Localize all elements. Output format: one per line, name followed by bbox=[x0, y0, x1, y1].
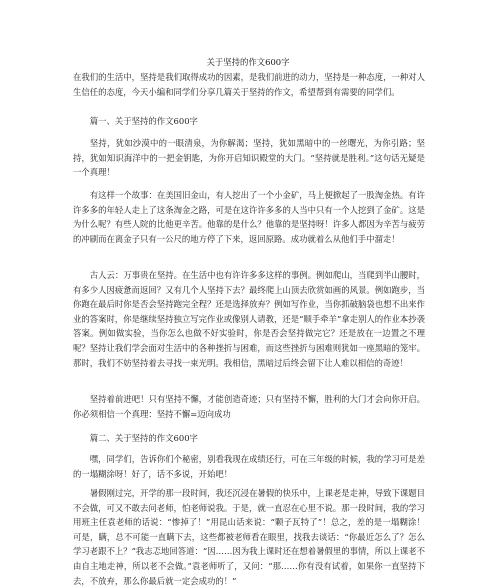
section-heading-2: 篇二、关于坚持的作文600字 bbox=[89, 433, 198, 443]
intro-paragraph: 在我们的生活中，坚持是我们取得成功的因素，是我们前进的动力，坚持是一种态度，一种对人生信任的态度，今天小编和同学们分享几篇关于坚持的作文，希望帮到有需要的同学们。 bbox=[73, 72, 425, 97]
page-title: 关于坚持的作文600字 bbox=[206, 57, 290, 67]
paragraph-5: 嘿，同学们，告诉你们个秘密，别看我现在成绩还行，可在三年级的时候，我的学习可是差的一塌糊涂呀！好了，话不多说，开始吧！ bbox=[73, 454, 425, 479]
paragraph-2: 有这样一个故事：在美国旧金山，有人挖出了一个小金矿，马上便掀起了一股淘金热。有许许多多的年轻人走上了这条淘金之路，可是在这许许多多的人当中只有一个人挖到了金矿。这是为什么呢？有些人院的比他更辛苦。他靠的是什么？他靠的是坚持呀！许多人都因为辛苦与疲劳的冲刷而在离金子只有一公尺的地方停了下来，返回原路。成功就着么从他们手中溜走！ bbox=[73, 190, 425, 244]
section-heading-1: 篇一、关于坚持的作文600字 bbox=[89, 116, 198, 126]
paragraph-4: 坚持着前进吧！只有坚持不懈，才能创造奇迹；只有坚持不懈，胜利的大门才会向你开启。你必须相信一个真理：坚持不懈=迈向成功 bbox=[73, 394, 425, 419]
paragraph-6: 暑假刚过完，开学的那一段时间，我还沉浸在暑假的快乐中，上课老是走神，导致下课题目不会做，可又不敢去问老师，怕老师说我。于是，就一直忍在心里不说。那一段时间，我的学习用班主任袁老师的话说：“惨掉了！”用昆山话来说：“颗子瓦特了”！总之，差的是一塌糊涂！可是，瞒，总不可能一直瞒下去，这些都被老师看在眼里，找我去谈话：“你最近怎么了？怎么学习老跟不上？”我志忑地回答道：“因……因为我上课时还在想着暑假里的事情，所以上课老不由自主地走神，所以老不会做。”袁老师听了，又问：“那……你有没有试着，如果你一直坚持下去，不放弃，那么你最后就一定会成功的！” bbox=[73, 488, 425, 586]
paragraph-3: 古人云：万事贵在坚持。在生活中也有许许多多这样的事例。例如爬山，当爬到半山腰时，有多少人因疲惫而返回？又有几个人坚持下去？最终爬上山顶去欣赏如画的风景。例如跑步，当你跑在最后时你是否会坚持跑完全程？还是选择放弃？例如写作业，当你抓破脑袋也想不出来作业的答案时，你是继续坚持独立写完作业或像别人请教，还是“顺手牵羊”拿走别人的作业本抄袭答案。例如做实验，当你怎么也做不好实验时，你是否会坚持做完它？还是放在一边置之不理呢？坚持让我们学会面对生活中的各种挫折与困难，而这些挫折与困难则犹如一座黑暗的笼牢。那时，我们不妨坚持着去寻找一束光明。我相信，黑暗过后终会留下让人难以相信的奇迹！ bbox=[73, 270, 425, 368]
paragraph-1: 坚持，犹如沙漠中的一眼清泉，为你解渴；坚持，犹如黑暗中的一丝曙光，为你引路；坚持，犹如知识海洋中的一把金钥匙，为你开启知识殿堂的大门。“坚持就是胜利。”这句话无疑是一个真理！ bbox=[73, 138, 425, 178]
